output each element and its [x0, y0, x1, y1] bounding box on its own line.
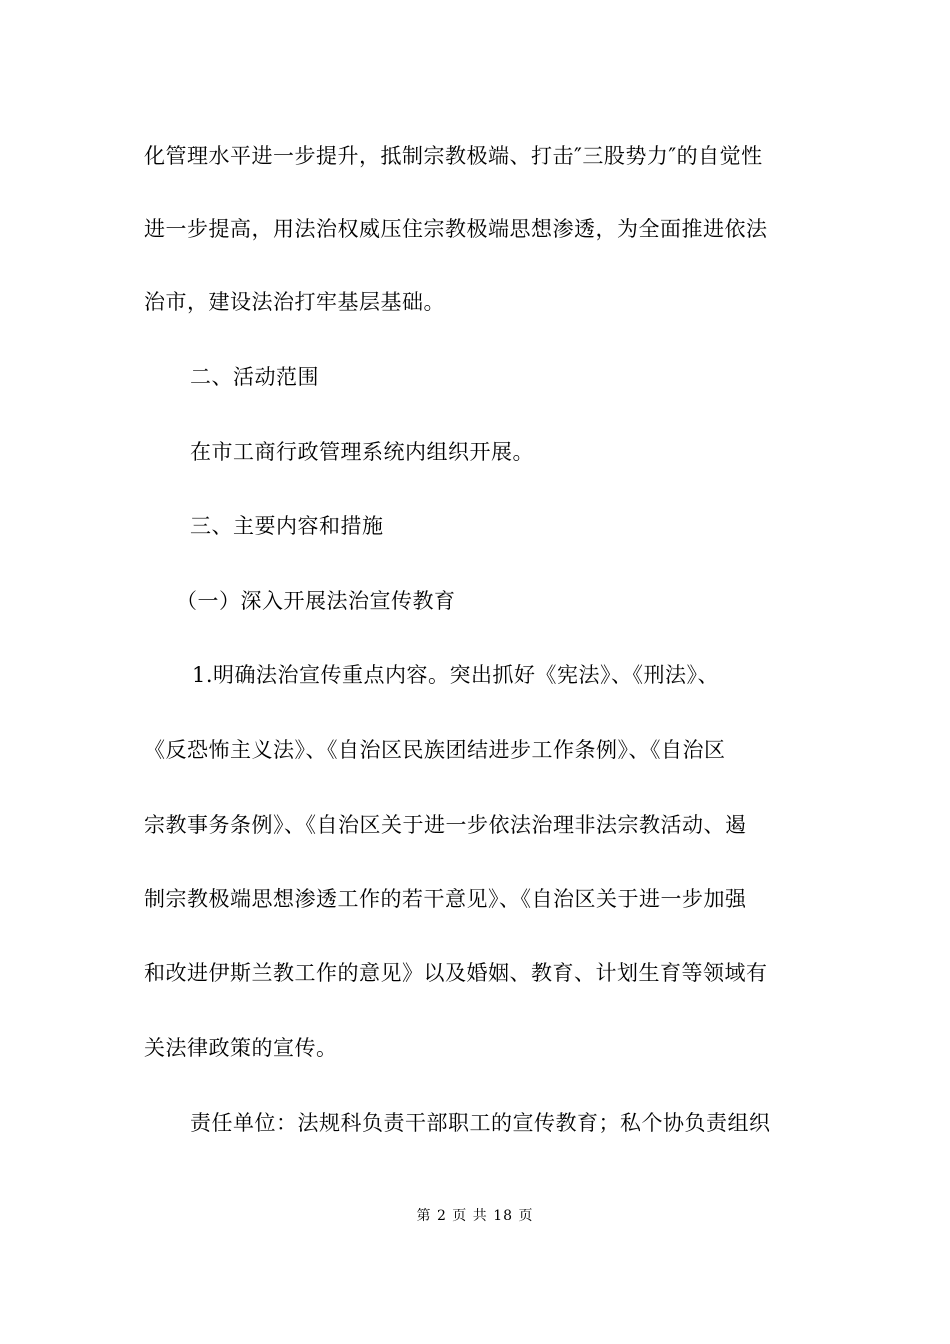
paragraph-line: 化管理水平进一步提升，抵制宗教极端、打击″三股势力″的自觉性 [144, 144, 763, 168]
section-heading: 三、主要内容和措施 [190, 514, 384, 538]
page-number-footer: 第 2 页 共 18 页 [416, 1208, 534, 1224]
paragraph-line: 进一步提高，用法治权威压住宗教极端思想渗透，为全面推进依法 [144, 217, 768, 241]
paragraph-line: 在市工商行政管理系统内组织开展。 [190, 440, 534, 464]
section-heading: 二、活动范围 [190, 365, 319, 389]
paragraph-line: 宗教事务条例》、《自治区关于进一步依法治理非法宗教活动、遏 [144, 813, 747, 837]
paragraph-line: 《反恐怖主义法》、《自治区民族团结进步工作条例》、《自治区 [144, 738, 726, 762]
paragraph-line: 治市，建设法治打牢基层基础。 [144, 290, 445, 314]
paragraph-line: 和改进伊斯兰教工作的意见》以及婚姻、教育、计划生育等领域有 [144, 961, 768, 985]
paragraph-line: 责任单位：法规科负责干部职工的宣传教育；私个协负责组织 [190, 1111, 771, 1135]
paragraph-line: 关法律政策的宣传。 [144, 1036, 338, 1060]
subsection-heading: （一）深入开展法治宣传教育 [176, 589, 456, 613]
paragraph-line: 1.明确法治宣传重点内容。突出抓好《宪法》、《刑法》、 [192, 663, 720, 687]
paragraph-line: 制宗教极端思想渗透工作的若干意见》、《自治区关于进一步加强 [144, 887, 747, 911]
